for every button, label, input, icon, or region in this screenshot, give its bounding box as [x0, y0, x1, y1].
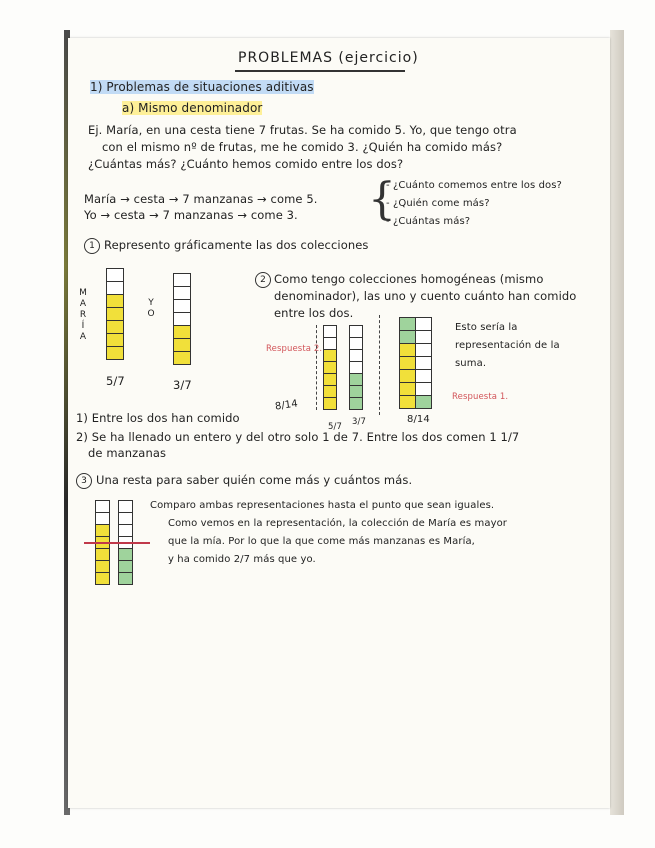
bar-cell [95, 572, 110, 585]
maria-vertical-label [79, 288, 87, 343]
bar-cell [106, 268, 124, 282]
bar-cell [173, 312, 191, 326]
fraction-5-7-label: 5/7 [328, 422, 342, 432]
bar-cell [173, 351, 191, 365]
vertical-letter: M [79, 288, 87, 298]
step-3-line-2: Como vemos en la representación, la colección de María es mayor [168, 518, 508, 529]
step-2-line-3: entre los dos. [274, 306, 354, 320]
bar-cell [415, 395, 432, 409]
bar-cell [106, 307, 124, 321]
step-1-number: 1 [84, 238, 100, 254]
section-subheading: a) Mismo denominador [122, 101, 263, 115]
page-shadow-edge [610, 30, 624, 815]
vertical-letter: O [147, 309, 155, 319]
step-1-text: Represento gráficamente las dos colecciones [104, 238, 369, 252]
questions-brace: { [368, 174, 396, 225]
bar-cell [173, 299, 191, 313]
vertical-letter: Í [81, 321, 85, 331]
respuesta-1-label: Respuesta 1. [452, 392, 509, 402]
bar-cell [415, 382, 432, 396]
bar-cell [173, 286, 191, 300]
bar-cell [399, 395, 416, 409]
title-underline [235, 70, 405, 72]
dashed-divider-right [379, 315, 380, 415]
bar-cell [399, 356, 416, 370]
bar-cell [173, 325, 191, 339]
section-heading: 1) Problemas de situaciones aditivas [90, 80, 314, 94]
bar-cell [399, 369, 416, 383]
bar-cell [106, 281, 124, 295]
vertical-letter: A [79, 299, 87, 309]
step-2-line-1: Como tengo colecciones homogéneas (mismo [274, 272, 544, 286]
question-3: - ¿Cuántas más? [386, 216, 471, 227]
fraction-8-14-left: 8/14 [274, 398, 299, 413]
vertical-letter: Y [148, 298, 154, 308]
question-2: - ¿Quién come más? [386, 198, 490, 209]
bar-cell [399, 317, 416, 331]
conclusion-line-1: 1) Entre los dos han comido [76, 411, 240, 425]
fraction-8-14-right: 8/14 [407, 414, 430, 425]
bar-cell [106, 333, 124, 347]
example-line-3: ¿Cuántas más? ¿Cuánto hemos comido entre los dos? [88, 157, 404, 171]
page-title: PROBLEMAS (ejercicio) [238, 50, 419, 66]
bar-cell [173, 273, 191, 287]
conclusion-line-2: 2) Se ha llenado un entero y del otro solo 1 de 7. Entre los dos comen 1 1/7 [76, 430, 520, 444]
question-1: - ¿Cuánto comemos entre los dos? [386, 180, 562, 191]
bar-cell [399, 330, 416, 344]
fraction-maria: 5/7 [106, 374, 125, 388]
equality-red-line [84, 542, 150, 544]
fraction-yo: 3/7 [173, 378, 192, 392]
example-line-1: Ej. María, en una cesta tiene 7 frutas. Se ha comido 5. Yo, que tengo otra [88, 123, 517, 137]
step-2-line-2: denominador), las uno y cuento cuánto han comido [274, 289, 577, 303]
fraction-3-7-label: 3/7 [352, 417, 366, 427]
bar-cell [106, 294, 124, 308]
step-3-line-4: y ha comido 2/7 más que yo. [168, 554, 316, 565]
yo-vertical-label [147, 298, 155, 320]
step-3-line-3: que la mía. Por lo que la que come más manzanas es María, [168, 536, 475, 547]
bar-cell [415, 317, 432, 331]
bar-cell [173, 338, 191, 352]
bar-cell [415, 369, 432, 383]
example-line-2: con el mismo nº de frutas, me he comido 3. ¿Quién ha comido más? [102, 140, 503, 154]
bar-cell [106, 320, 124, 334]
bar-cell [399, 343, 416, 357]
bar-cell [415, 356, 432, 370]
side-note-line-3: suma. [455, 358, 487, 369]
bar-cell [415, 343, 432, 357]
yo-data-line: Yo → cesta → 7 manzanas → come 3. [84, 208, 298, 222]
maria-data-line: María → cesta → 7 manzanas → come 5. [84, 192, 318, 206]
vertical-letter: R [79, 310, 87, 320]
step-3-text: Una resta para saber quién come más y cuántos más. [96, 473, 413, 487]
bar-cell [399, 382, 416, 396]
step-2-number: 2 [255, 272, 271, 288]
bar-cell [118, 572, 133, 585]
vertical-letter: A [79, 332, 87, 342]
conclusion-line-3: de manzanas [88, 446, 167, 460]
step-3-number: 3 [76, 473, 92, 489]
respuesta-2-label: Respuesta 2. [266, 344, 323, 354]
side-note-line-2: representación de la [455, 340, 560, 351]
step-3-line-1: Comparo ambas representaciones hasta el punto que sean iguales. [150, 500, 495, 511]
bar-cell [323, 397, 337, 410]
bar-cell [106, 346, 124, 360]
dashed-divider-left [316, 325, 317, 410]
bar-cell [415, 330, 432, 344]
side-note-line-1: Esto sería la [455, 322, 518, 333]
bar-cell [349, 397, 363, 410]
